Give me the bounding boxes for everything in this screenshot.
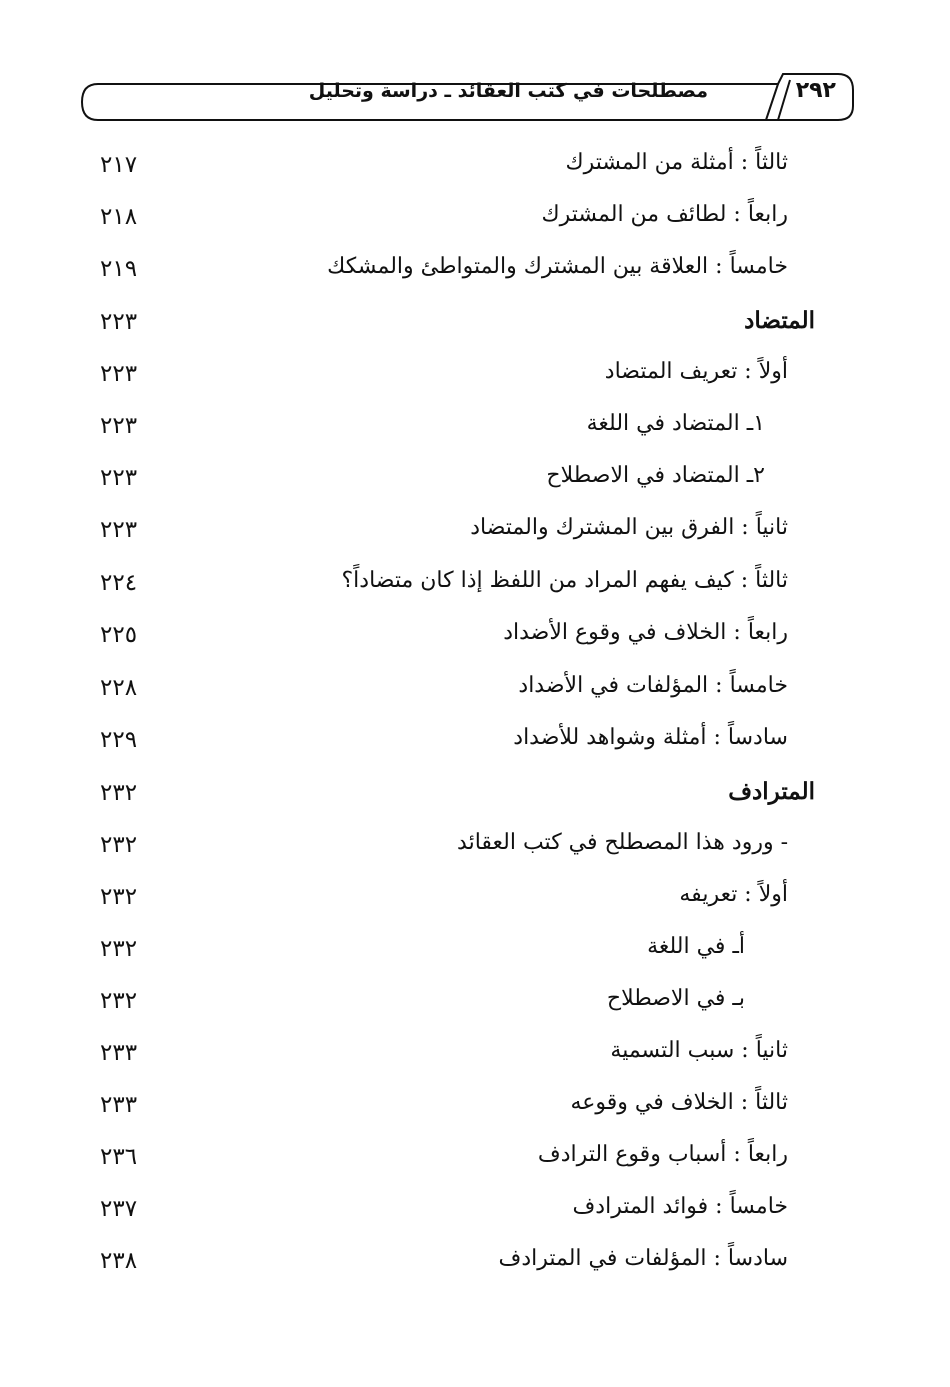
toc-entry (0, 1140, 950, 1180)
toc-entry-page: ٢٢٣ (100, 309, 138, 335)
toc-entry (0, 148, 950, 188)
toc-entry-label: ثالثاً : كيف يفهم المراد من اللفظ إذا كان متضاداً؟ (341, 568, 788, 593)
toc-entry-label: خامساً : المؤلفات في الأضداد (518, 673, 788, 698)
toc-entry-label: ثانياً : سبب التسمية (610, 1038, 788, 1063)
toc-entry-page: ٢٢٣ (100, 413, 138, 439)
toc-entry-page: ٢٢٣ (100, 517, 138, 543)
toc-entry-page: ٢١٩ (100, 256, 138, 282)
toc-entry (0, 461, 950, 501)
toc-entry-page: ٢٢٥ (100, 622, 138, 648)
toc-entry-label: المتضاد (744, 307, 815, 334)
toc-entry-page: ٢٣٧ (100, 1196, 138, 1222)
toc-entry-label: رابعاً : لطائف من المشترك (541, 202, 788, 227)
toc-entry (0, 984, 950, 1024)
toc-entry-label: خامساً : العلاقة بين المشترك والمتواطئ والمشكك (327, 254, 788, 279)
toc-entry-label: رابعاً : الخلاف في وقوع الأضداد (503, 620, 788, 645)
toc-entry-page: ٢٢٣ (100, 361, 138, 387)
toc-entry (0, 252, 950, 292)
toc-entry-label: أولاً : تعريف المتضاد (604, 359, 788, 384)
toc-entry (0, 409, 950, 449)
toc-entry-page: ٢٣٢ (100, 832, 138, 858)
running-title: مصطلحات في كتب العقائد ـ دراسة وتحليل (308, 80, 708, 102)
toc-entry-page: ٢٣٣ (100, 1092, 138, 1118)
toc-entry-page: ٢١٧ (100, 152, 138, 178)
toc-entry-page: ٢٢٣ (100, 465, 138, 491)
toc-entry (0, 776, 950, 816)
toc-entry-label: رابعاً : أسباب وقوع الترادف (537, 1142, 788, 1167)
toc-entry (0, 1088, 950, 1128)
toc-entry-label: ثالثاً : الخلاف في وقوعه (570, 1090, 788, 1115)
toc-entry-label: المترادف (728, 778, 815, 805)
toc-entry (0, 880, 950, 920)
toc-entry-page: ٢٢٤ (100, 570, 138, 596)
toc-entry (0, 618, 950, 658)
toc-entry-label: أـ في اللغة (647, 934, 745, 959)
toc-entry-page: ٢١٨ (100, 204, 138, 230)
toc-entry (0, 200, 950, 240)
toc-entry-page: ٢٣٦ (100, 1144, 138, 1170)
toc-entry-page: ٢٣٢ (100, 988, 138, 1014)
toc-entry (0, 1036, 950, 1076)
toc-entry-page: ٢٢٨ (100, 675, 138, 701)
toc-entry (0, 1244, 950, 1284)
toc-entry (0, 932, 950, 972)
toc-entry-page: ٢٣٢ (100, 780, 138, 806)
toc-entry-page: ٢٣٢ (100, 884, 138, 910)
toc-entry-label: أولاً : تعريفه (679, 882, 788, 907)
toc-entry (0, 1192, 950, 1232)
toc-entry-label: ثالثاً : أمثلة من المشترك (565, 150, 788, 175)
toc-entry-label: بـ في الاصطلاح (606, 986, 745, 1011)
toc-entry (0, 671, 950, 711)
toc-entry-label: ١ـ المتضاد في اللغة (586, 411, 765, 436)
toc-entry-page: ٢٣٨ (100, 1248, 138, 1274)
toc-entry-page: ٢٢٩ (100, 727, 138, 753)
toc-entry (0, 566, 950, 606)
toc-entry-page: ٢٣٣ (100, 1040, 138, 1066)
toc-entry-label: خامساً : فوائد المترادف (572, 1194, 788, 1219)
toc-entry (0, 357, 950, 397)
toc-entry-label: سادساً : أمثلة وشواهد للأضداد (513, 725, 788, 750)
toc-entry-label: - ورود هذا المصطلح في كتب العقائد (457, 830, 788, 855)
toc-entry (0, 305, 950, 345)
toc-entry-label: سادساً : المؤلفات في المترادف (498, 1246, 788, 1271)
page-header (78, 72, 858, 122)
toc-entry (0, 828, 950, 868)
toc-entry-label: ثانياً : الفرق بين المشترك والمتضاد (470, 515, 788, 540)
toc-entry-label: ٢ـ المتضاد في الاصطلاح (546, 463, 765, 488)
page-number: ٢٩٢ (795, 78, 836, 103)
toc-entry-page: ٢٣٢ (100, 936, 138, 962)
toc-entry (0, 723, 950, 763)
toc-entry (0, 513, 950, 553)
